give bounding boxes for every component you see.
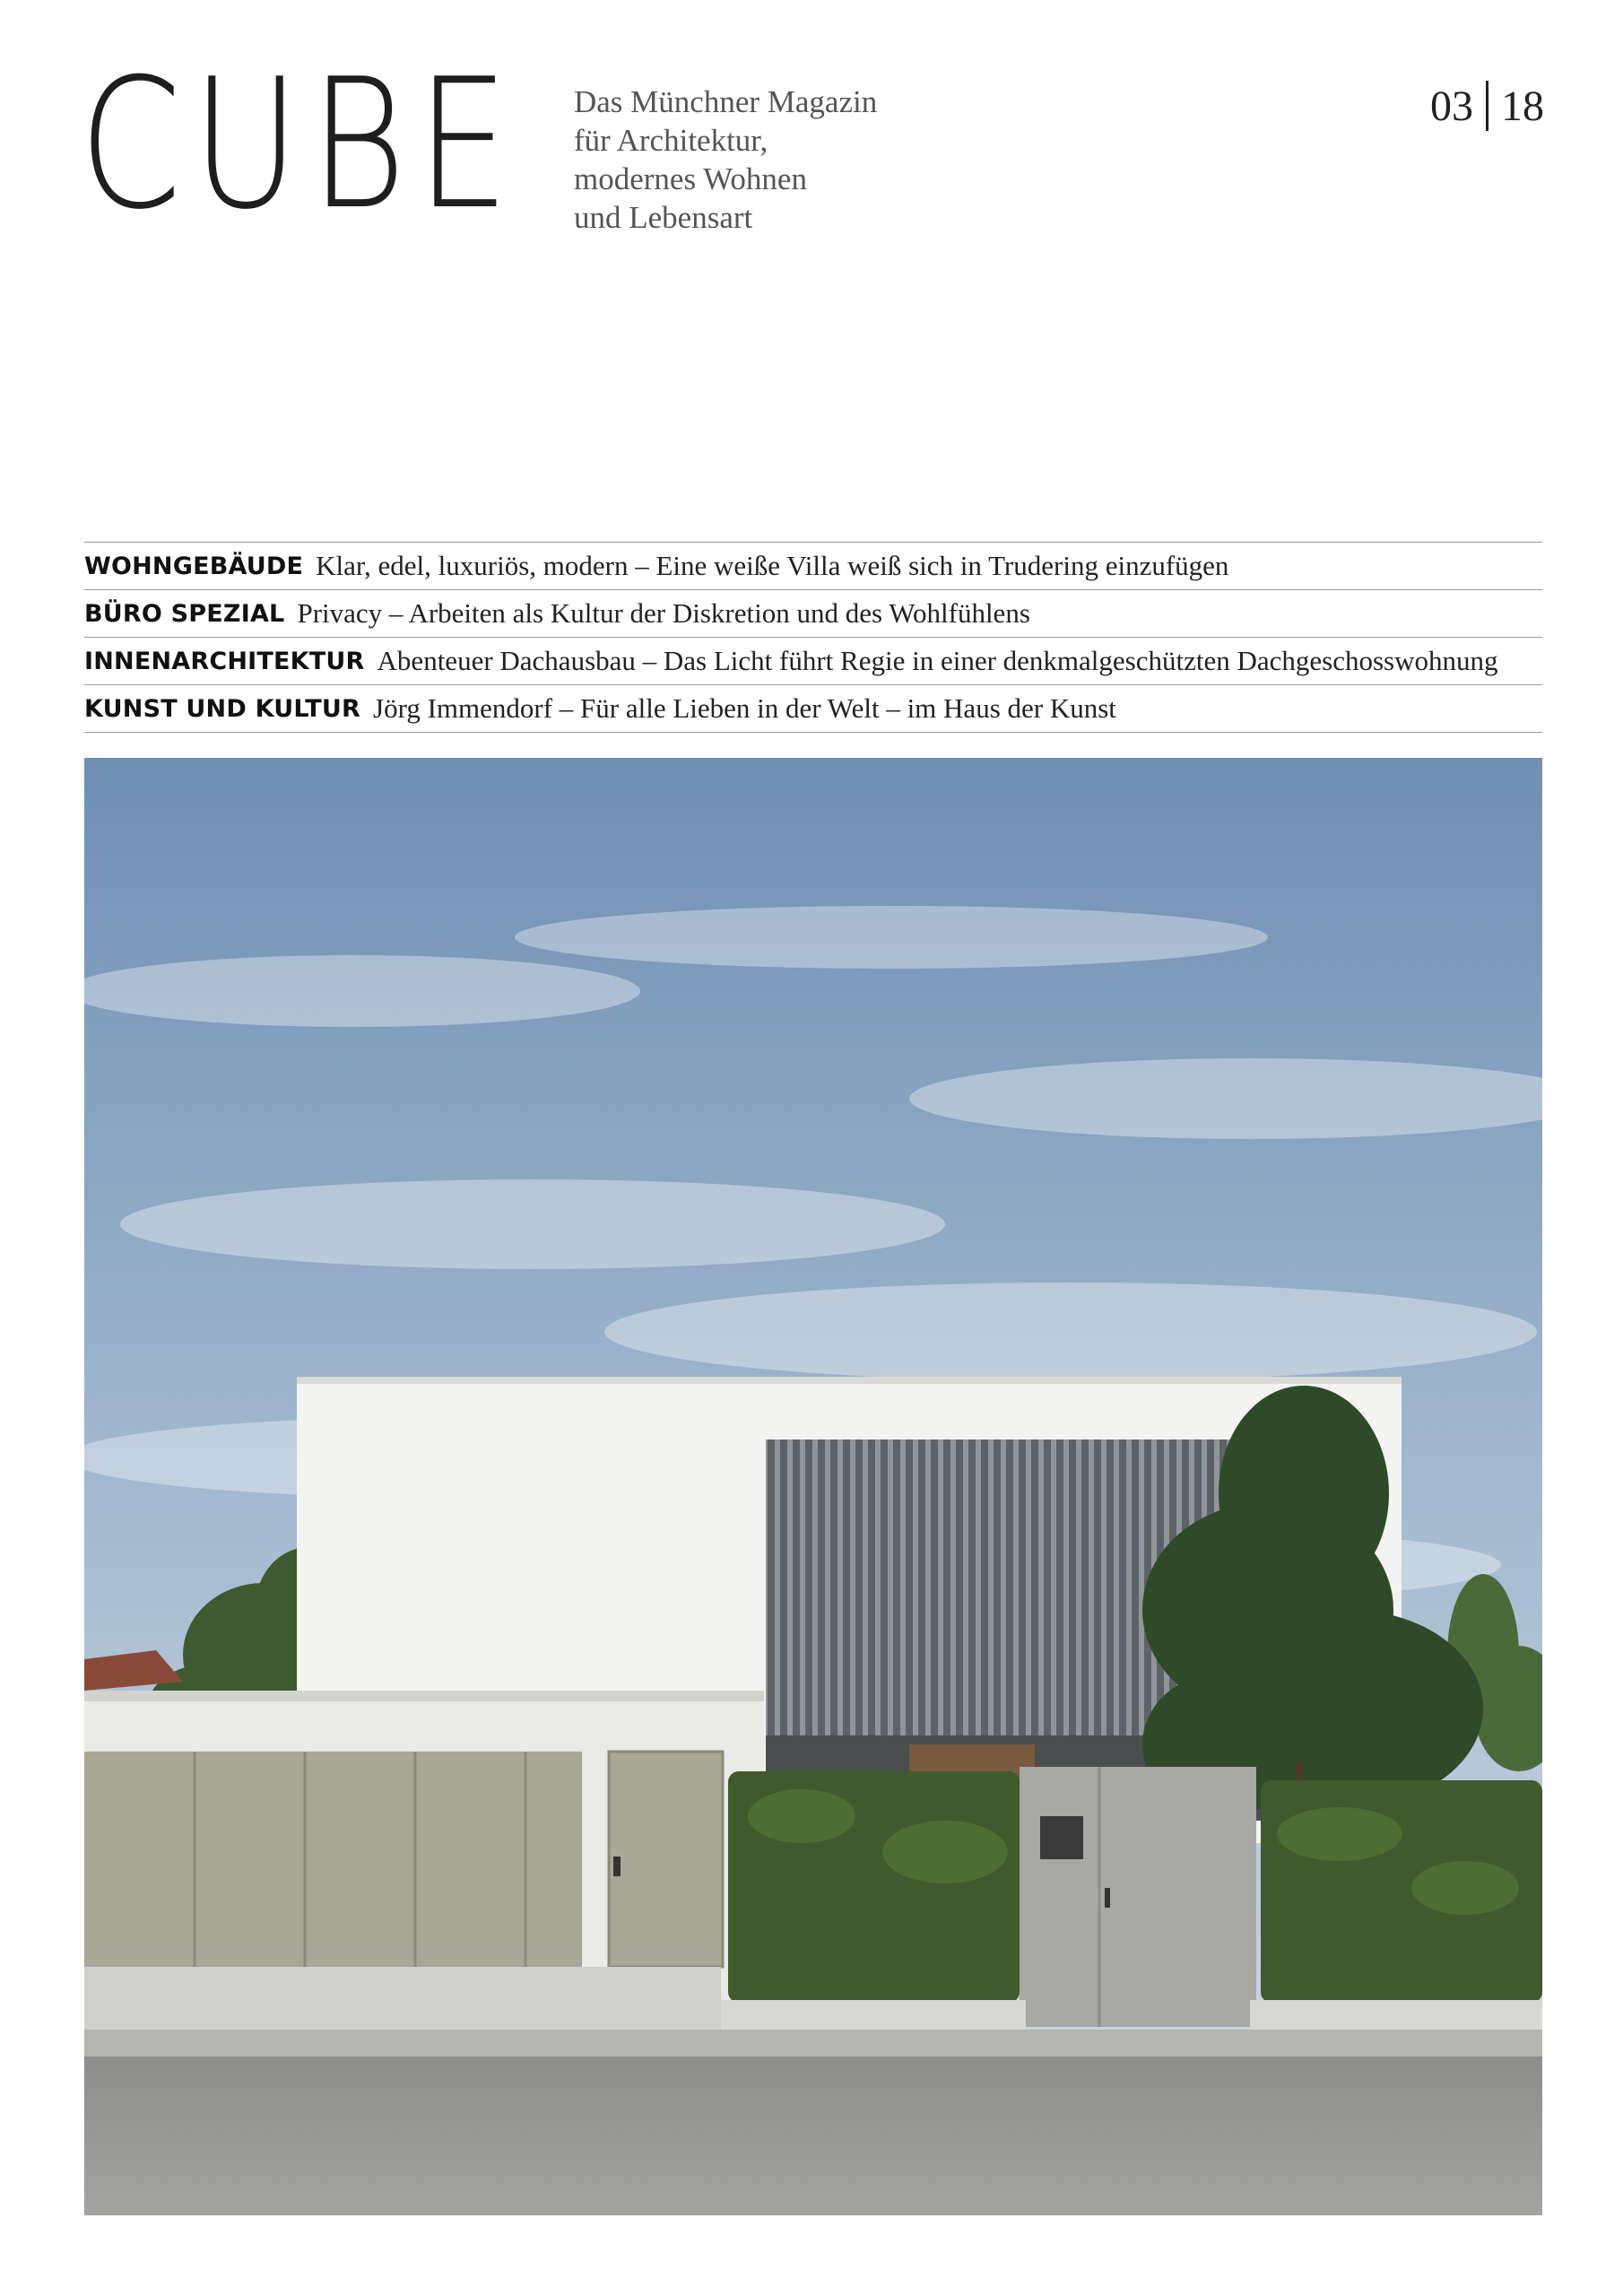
toc-category: INNENARCHITEKTUR xyxy=(84,647,365,675)
issue-divider xyxy=(1486,81,1488,131)
toc-category: BÜRO SPEZIAL xyxy=(84,599,285,628)
cover-photo xyxy=(84,758,1542,2215)
entrance-gate xyxy=(1020,1767,1256,2027)
toc-headline: Klar, edel, luxuriös, modern – Eine weiße Villa weiß sich in Trudering einzufügen xyxy=(316,550,1229,581)
side-door xyxy=(609,1752,723,1967)
toc-headline: Abenteuer Dachausbau – Das Licht führt Regie in einer denkmalgeschützten Dachgeschosswohnung xyxy=(377,645,1498,676)
toc-item[interactable] xyxy=(84,685,1542,733)
tagline-line: für Architektur, xyxy=(574,123,768,158)
road xyxy=(84,2057,1542,2215)
tagline-line: und Lebensart xyxy=(574,200,753,235)
issue-number xyxy=(1430,81,1544,131)
toc-category: WOHNGEBÄUDE xyxy=(84,552,304,580)
driveway xyxy=(84,1967,721,2030)
sidewalk xyxy=(84,2030,1542,2057)
tagline-line: modernes Wohnen xyxy=(574,161,807,196)
toc-item[interactable] xyxy=(84,543,1542,590)
intercom xyxy=(1040,1816,1083,1859)
magazine-tagline xyxy=(574,83,877,237)
toc-item[interactable] xyxy=(84,590,1542,638)
toc-category: KUNST UND KULTUR xyxy=(84,694,361,723)
garage-door xyxy=(84,1752,582,1967)
magazine-logo: CUBE xyxy=(79,40,520,249)
villa-illustration xyxy=(84,758,1542,2215)
table-of-contents xyxy=(84,542,1542,733)
toc-headline: Privacy – Arbeiten als Kultur der Diskretion und des Wohlfühlens xyxy=(297,597,1030,629)
toc-headline: Jörg Immendorf – Für alle Lieben in der Welt – im Haus der Kunst xyxy=(373,692,1116,724)
toc-item[interactable] xyxy=(84,638,1542,685)
issue-number-part: 03 xyxy=(1430,82,1473,130)
tagline-line: Das Münchner Magazin xyxy=(574,84,878,119)
issue-year: 18 xyxy=(1501,82,1544,130)
